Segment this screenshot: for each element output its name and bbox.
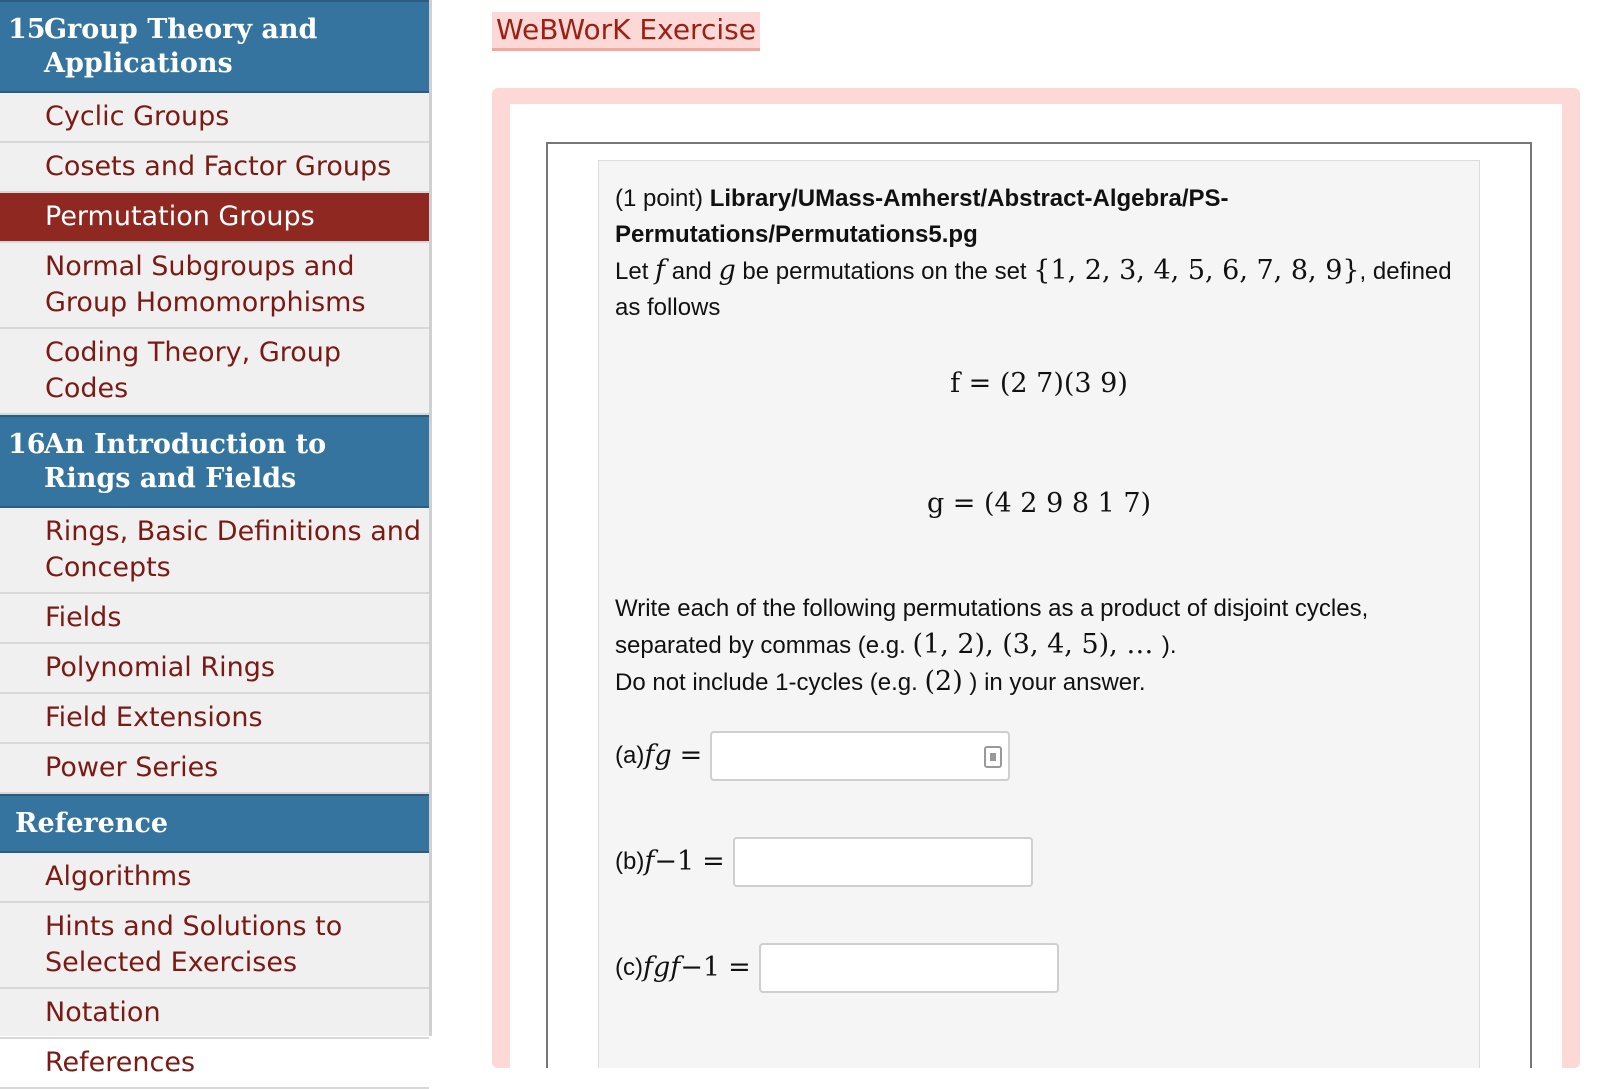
part-exponent: −1 (654, 846, 695, 877)
math-set: {1, 2, 3, 4, 5, 6, 7, 8, 9} (1033, 255, 1360, 286)
answer-row-b (615, 837, 1033, 887)
math-var-f: f (655, 255, 666, 286)
exercise-inner (510, 104, 1562, 1068)
part-label: (c) (615, 954, 643, 981)
part-expression: fgf (642, 952, 681, 983)
part-expression: f (644, 846, 655, 877)
instructions-text: ) in your answer. (969, 669, 1146, 696)
toc-item-algorithms[interactable]: Algorithms (0, 853, 429, 903)
answer-input-b[interactable] (733, 837, 1033, 887)
sidebar-toc (0, 0, 432, 1078)
answer-input-a[interactable] (710, 731, 1010, 781)
chapter-number: 15 (8, 14, 46, 45)
answer-input-c[interactable] (759, 943, 1059, 993)
toc-item-references[interactable]: References (0, 1039, 429, 1089)
problem-box (546, 142, 1532, 1068)
part-expression: fg (644, 740, 672, 771)
chapter-title: Reference (15, 808, 169, 839)
instructions-math: (2) (924, 666, 963, 697)
g-definition: g = (4 2 9 8 1 7) (926, 488, 1152, 519)
intro-text: , defined as follows (615, 258, 1452, 321)
toc-item-power-series[interactable]: Power Series (0, 744, 429, 794)
toc-item-permutation-groups[interactable]: Permutation Groups (0, 193, 429, 243)
instructions-math: (1, 2), (3, 4, 5), … (912, 629, 1162, 660)
toc-chapter-16[interactable] (0, 415, 429, 508)
intro-text: Let (615, 258, 649, 285)
f-definition: f = (2 7)(3 9) (950, 368, 1128, 399)
toc-item-coding-theory[interactable]: Coding Theory, Group Codes (0, 329, 429, 415)
instructions-text: Do not include 1-cycles (e.g. (615, 669, 918, 696)
part-exponent: −1 (680, 952, 721, 983)
webwork-exercise-heading[interactable]: WeBWorK Exercise (492, 12, 760, 51)
toc-item-cyclic-groups[interactable]: Cyclic Groups (0, 93, 429, 143)
chapter-title: Group Theory and Applications (44, 14, 318, 79)
toc-item-field-extensions[interactable]: Field Extensions (0, 694, 429, 744)
toc-item-rings[interactable]: Rings, Basic Definitions and Concepts (0, 508, 429, 594)
intro-text: and (671, 258, 712, 285)
problem-points: (1 point) (615, 185, 704, 212)
chapter-title: An Introduction to Rings and Fields (44, 429, 327, 494)
math-var-g: g (718, 255, 736, 286)
toc-item-cosets[interactable]: Cosets and Factor Groups (0, 143, 429, 193)
chapter-number: 16 (8, 429, 46, 460)
answer-row-a (615, 731, 1010, 781)
part-label: (a) (615, 742, 645, 769)
toc-item-hints[interactable]: Hints and Solutions to Selected Exercises (0, 903, 429, 989)
toc-item-notation[interactable]: Notation (0, 989, 429, 1039)
instructions (615, 591, 1463, 701)
problem-content (598, 160, 1480, 1068)
toc-item-fields[interactable]: Fields (0, 594, 429, 644)
equals-sign: = (728, 952, 751, 983)
toc-reference[interactable] (0, 794, 429, 853)
exercise-frame (492, 88, 1580, 1068)
equals-sign: = (679, 740, 703, 771)
toc-item-normal-subgroups[interactable]: Normal Subgroups and Group Homomorphisms (0, 243, 429, 329)
instructions-text: ). (1161, 632, 1177, 659)
toc-item-polynomial-rings[interactable]: Polynomial Rings (0, 644, 429, 694)
equals-sign: = (702, 846, 725, 877)
problem-header (615, 181, 1463, 253)
part-label: (b) (615, 848, 645, 875)
intro-text: be permutations on the set (742, 258, 1027, 285)
instructions-text: Write each of the following permutations as a product of disjoint cycles, separated by commas (e.g. (615, 595, 1369, 659)
answer-row-c (615, 943, 1059, 993)
equation-editor-icon[interactable] (984, 746, 1002, 768)
toc-chapter-15[interactable] (0, 0, 429, 93)
problem-intro (615, 253, 1463, 326)
problem-path: Library/UMass-Amherst/Abstract-Algebra/PS-Permutations/Permutations5.pg (615, 185, 1229, 248)
